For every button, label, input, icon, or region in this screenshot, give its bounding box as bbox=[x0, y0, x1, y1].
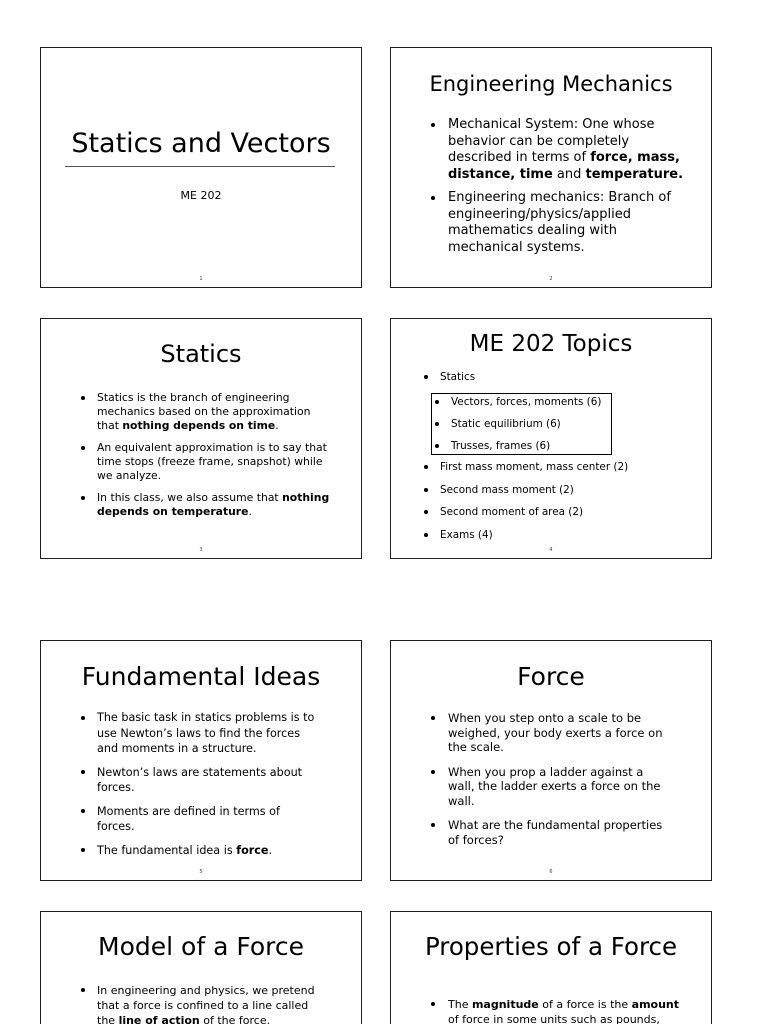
bullet-icon bbox=[431, 196, 435, 200]
slide-5 bbox=[40, 640, 362, 881]
text-line bbox=[448, 726, 663, 741]
bullet-list bbox=[81, 391, 329, 519]
text-run: Static equilibrium (6) bbox=[451, 418, 561, 430]
bullet-text bbox=[97, 804, 280, 835]
slide-number: 5 bbox=[199, 869, 203, 875]
slide-title: Model of a Force bbox=[98, 932, 304, 961]
text-line bbox=[448, 134, 683, 151]
text-line bbox=[451, 394, 601, 410]
text-run: forces. bbox=[97, 781, 135, 794]
text-line bbox=[448, 190, 671, 207]
bullet-item bbox=[424, 369, 475, 385]
slide-title: Properties of a Force bbox=[424, 932, 678, 961]
bullet-item bbox=[81, 441, 327, 483]
bullet-text bbox=[440, 482, 574, 498]
bullet-icon bbox=[431, 123, 435, 127]
text-line bbox=[448, 150, 683, 167]
text-run: and bbox=[552, 166, 586, 182]
text-line bbox=[448, 818, 662, 833]
text-line bbox=[440, 369, 475, 385]
text-run: that a force is confined to a line called bbox=[97, 998, 309, 1012]
bullet-list bbox=[431, 997, 679, 1024]
bullet-text bbox=[448, 711, 663, 755]
bullet-icon bbox=[81, 396, 85, 400]
bullet-item bbox=[81, 491, 329, 519]
slide-2 bbox=[390, 47, 712, 288]
bullet-icon bbox=[435, 422, 439, 426]
title-underline bbox=[65, 166, 335, 167]
text-run: mechanical systems. bbox=[448, 239, 585, 255]
bullet-item bbox=[431, 818, 662, 847]
text-run: wall. bbox=[448, 793, 475, 808]
text-run: and moments in a structure. bbox=[97, 742, 257, 755]
bullet-text bbox=[448, 997, 679, 1024]
text-line bbox=[451, 416, 561, 432]
text-line bbox=[440, 482, 574, 498]
text-line bbox=[448, 740, 663, 755]
bullet-icon bbox=[81, 716, 85, 720]
text-run: of the force. bbox=[199, 1013, 271, 1024]
bullet-item bbox=[431, 190, 671, 256]
text-run: The basic task in statics problems is to bbox=[97, 711, 315, 724]
bold-text: nothing bbox=[282, 491, 330, 504]
text-line bbox=[448, 794, 660, 809]
bullet-text bbox=[448, 190, 671, 256]
course-code: ME 202 bbox=[180, 189, 222, 202]
text-line bbox=[97, 391, 310, 405]
text-run: . bbox=[275, 419, 279, 432]
text-run: First mass moment, mass center (2) bbox=[440, 461, 629, 473]
text-line bbox=[448, 711, 663, 726]
bullet-item bbox=[81, 710, 314, 757]
text-line bbox=[448, 765, 660, 780]
slide-title: Statics and Vectors bbox=[71, 128, 331, 159]
text-run: forces. bbox=[97, 820, 135, 833]
text-line bbox=[97, 765, 302, 781]
slide-title: Engineering Mechanics bbox=[429, 72, 673, 96]
bold-text: depends on temperature bbox=[97, 505, 249, 518]
text-run: time stops (freeze frame, snapshot) while bbox=[97, 455, 323, 468]
bullet-item bbox=[424, 459, 628, 475]
slide-title: ME 202 Topics bbox=[469, 331, 633, 357]
text-line bbox=[448, 779, 660, 794]
bullet-text bbox=[448, 117, 683, 183]
text-line bbox=[97, 804, 280, 820]
text-run: In this class, we also assume that bbox=[97, 491, 283, 504]
bullet-icon bbox=[81, 770, 85, 774]
text-line bbox=[448, 223, 671, 240]
bullet-item bbox=[435, 394, 601, 410]
bullet-icon bbox=[431, 716, 435, 720]
bullet-text bbox=[97, 710, 314, 757]
text-run: Moments are defined in terms of bbox=[97, 804, 280, 818]
text-line bbox=[448, 833, 662, 848]
bullet-item bbox=[431, 765, 660, 809]
slide-number: 1 bbox=[199, 276, 203, 282]
bold-text: temperature. bbox=[585, 166, 684, 182]
bullet-item bbox=[431, 997, 679, 1024]
slide-number: 6 bbox=[549, 869, 553, 875]
text-run: The bbox=[448, 997, 472, 1011]
bullet-icon bbox=[424, 465, 428, 469]
bullet-item bbox=[431, 711, 663, 755]
text-run: mathematics dealing with bbox=[448, 223, 617, 238]
topic-list bbox=[424, 369, 628, 543]
slide-8 bbox=[390, 911, 712, 1024]
text-line bbox=[448, 1012, 679, 1024]
slide-7 bbox=[40, 911, 362, 1024]
bullet-item bbox=[424, 482, 574, 498]
bullet-item bbox=[435, 416, 561, 432]
subtopic-box bbox=[431, 393, 612, 455]
bullet-text bbox=[440, 369, 475, 385]
text-run: use Newton’s laws to find the forces bbox=[97, 726, 301, 740]
text-run: behavior can be completely bbox=[448, 133, 630, 149]
text-run: Second mass moment (2) bbox=[440, 483, 574, 496]
text-run: weighed, your body exerts a force on bbox=[448, 725, 663, 740]
bold-text: nothing depends on time bbox=[122, 419, 276, 432]
text-line bbox=[448, 207, 671, 224]
bold-text: force, mass, bbox=[590, 150, 680, 165]
text-line bbox=[97, 405, 310, 419]
text-line bbox=[97, 843, 272, 859]
text-line bbox=[97, 819, 280, 835]
bullet-text bbox=[448, 765, 660, 809]
bullet-text bbox=[451, 416, 561, 432]
text-run: of force in some units such as pounds, bbox=[448, 1012, 660, 1024]
bold-text: amount bbox=[631, 997, 680, 1011]
text-run: . bbox=[268, 843, 273, 857]
text-run: mechanics based on the approximation bbox=[97, 405, 311, 418]
text-line bbox=[97, 998, 315, 1013]
bullet-icon bbox=[81, 809, 85, 813]
slide-6 bbox=[390, 640, 712, 881]
bullet-icon bbox=[81, 496, 85, 500]
bullet-item bbox=[424, 504, 583, 520]
text-line bbox=[97, 741, 314, 757]
text-line bbox=[440, 459, 628, 475]
slide-number: 3 bbox=[199, 547, 203, 553]
text-line bbox=[97, 505, 329, 519]
slide-title: Statics bbox=[160, 340, 242, 368]
text-run: wall, the ladder exerts a force on the bbox=[448, 779, 661, 793]
bullet-item bbox=[81, 765, 302, 796]
text-line bbox=[97, 726, 314, 742]
bullet-icon bbox=[424, 510, 428, 514]
text-run: we analyze. bbox=[97, 469, 162, 482]
bullet-item bbox=[81, 983, 315, 1024]
slide-number: 4 bbox=[549, 547, 553, 553]
slide-number: 2 bbox=[549, 276, 553, 282]
bold-text: distance, time bbox=[448, 166, 553, 182]
text-run: In engineering and physics, we pretend bbox=[97, 983, 315, 997]
text-line bbox=[448, 997, 679, 1012]
bullet-list bbox=[81, 710, 314, 858]
text-run: of forces? bbox=[448, 832, 504, 847]
bullet-icon bbox=[424, 533, 428, 537]
text-run: engineering/physics/applied bbox=[448, 206, 631, 222]
text-line bbox=[448, 167, 683, 184]
bullet-icon bbox=[81, 848, 85, 852]
text-run: What are the fundamental properties bbox=[448, 818, 663, 832]
slide-title: Force bbox=[517, 662, 585, 691]
text-run: that bbox=[97, 419, 123, 432]
bullet-text bbox=[440, 459, 628, 475]
text-line bbox=[451, 438, 550, 454]
text-run: Newton’s laws are statements about bbox=[97, 765, 303, 779]
bullet-text bbox=[97, 843, 272, 859]
text-run: Vectors, forces, moments (6) bbox=[451, 396, 602, 408]
text-line bbox=[97, 1013, 315, 1024]
text-run: An equivalent approximation is to say that bbox=[97, 441, 327, 454]
text-run: Trusses, frames (6) bbox=[451, 440, 551, 452]
bullet-text bbox=[440, 527, 493, 543]
text-line bbox=[97, 419, 310, 433]
text-run: When you step onto a scale to be bbox=[448, 711, 642, 725]
bullet-text bbox=[448, 818, 662, 847]
text-line bbox=[97, 441, 327, 455]
bullet-text bbox=[97, 983, 315, 1024]
text-run: the scale. bbox=[448, 740, 504, 754]
bullet-text bbox=[97, 491, 329, 519]
text-line bbox=[448, 117, 683, 134]
bullet-text bbox=[97, 391, 310, 433]
text-line bbox=[97, 455, 327, 469]
bullet-icon bbox=[435, 444, 439, 448]
slide-title: Fundamental Ideas bbox=[81, 662, 321, 691]
text-run: described in terms of bbox=[448, 150, 591, 165]
bullet-list bbox=[431, 711, 663, 847]
bullet-icon bbox=[81, 446, 85, 450]
text-line bbox=[97, 469, 327, 483]
text-line bbox=[440, 527, 493, 543]
text-run: . bbox=[248, 505, 252, 518]
bold-text: magnitude bbox=[471, 997, 539, 1011]
text-run: Mechanical System: One whose bbox=[448, 117, 655, 132]
bullet-item bbox=[81, 804, 280, 835]
text-run: The fundamental idea is bbox=[97, 843, 237, 857]
text-run: of a force is the bbox=[538, 997, 632, 1011]
text-line bbox=[97, 983, 315, 998]
text-line bbox=[97, 710, 314, 726]
text-run: When you prop a ladder against a bbox=[448, 764, 644, 779]
bullet-text bbox=[440, 504, 583, 520]
bullet-icon bbox=[431, 823, 435, 827]
bold-text: line of action bbox=[118, 1013, 200, 1024]
bullet-text bbox=[451, 394, 601, 410]
bullet-item bbox=[431, 117, 683, 183]
bullet-item bbox=[424, 527, 493, 543]
text-line bbox=[440, 504, 583, 520]
bullet-text bbox=[97, 441, 327, 483]
text-run: Second moment of area (2) bbox=[440, 506, 584, 518]
bullet-list bbox=[81, 983, 315, 1024]
slide-3 bbox=[40, 318, 362, 559]
bullet-icon bbox=[431, 770, 435, 774]
slide-4 bbox=[390, 318, 712, 559]
bullet-icon bbox=[435, 400, 439, 404]
text-run: Exams (4) bbox=[440, 528, 493, 541]
text-line bbox=[448, 240, 671, 257]
bullet-item bbox=[435, 438, 550, 454]
text-line bbox=[97, 491, 329, 505]
bullet-list bbox=[431, 117, 683, 256]
bullet-icon bbox=[431, 1002, 435, 1006]
bullet-item bbox=[81, 391, 310, 433]
text-run: Engineering mechanics: Branch of bbox=[448, 190, 671, 205]
bullet-text bbox=[451, 438, 550, 454]
text-line bbox=[97, 780, 302, 796]
bullet-item bbox=[81, 843, 272, 859]
text-run: Statics is the branch of engineering bbox=[97, 391, 290, 404]
bullet-icon bbox=[81, 988, 85, 992]
bullet-text bbox=[97, 765, 302, 796]
bullet-icon bbox=[424, 488, 428, 492]
bullet-icon bbox=[424, 375, 428, 379]
text-run: the bbox=[97, 1013, 119, 1024]
slide-1 bbox=[40, 47, 362, 288]
text-run: Statics bbox=[440, 371, 476, 383]
bold-text: force bbox=[236, 843, 269, 857]
